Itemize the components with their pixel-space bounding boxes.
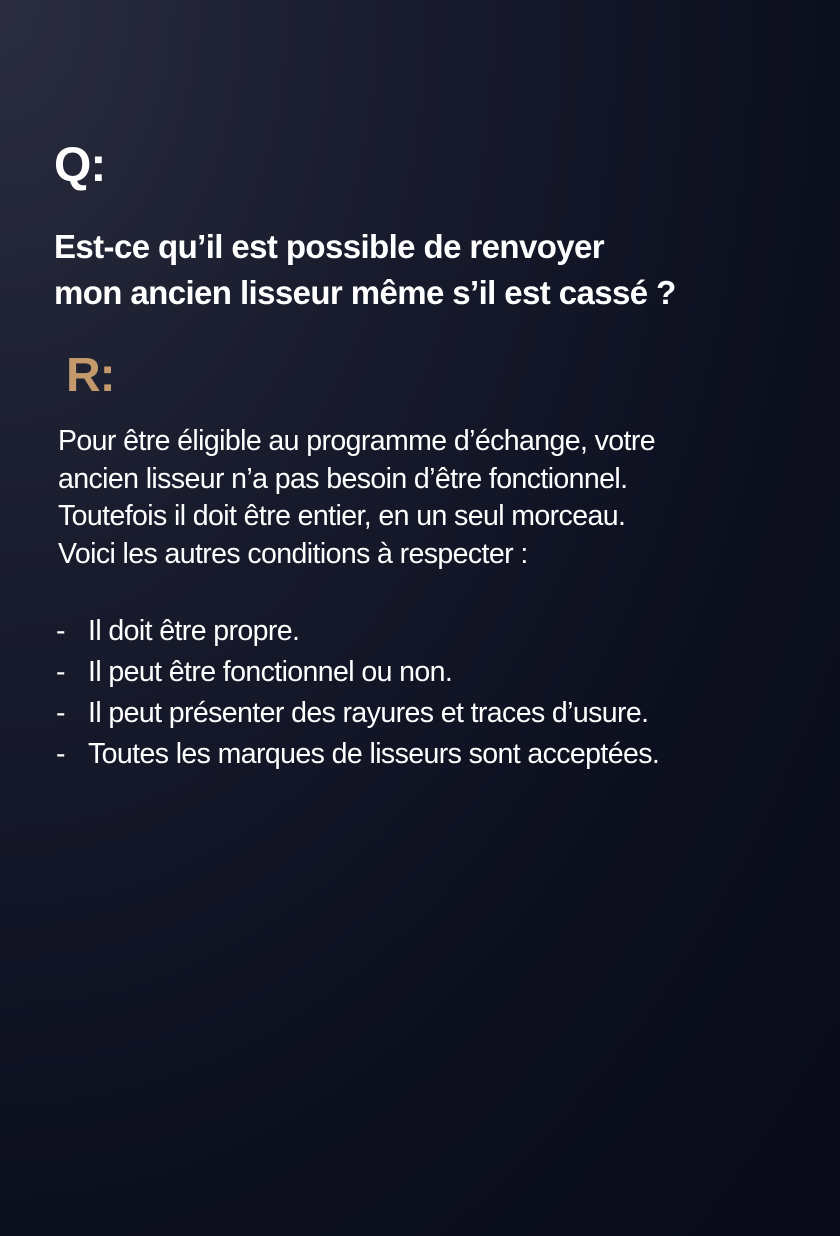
list-item	[56, 652, 836, 693]
bullet-dash: -	[56, 738, 65, 770]
question-line: Est-ce qu’il est possible de renvoyer	[54, 228, 604, 265]
conditions-list	[56, 611, 836, 775]
answer-line: ancien lisseur n’a pas besoin d’être fonctionnel.	[58, 462, 628, 495]
answer-line: Pour être éligible au programme d’échange, votre	[58, 425, 655, 457]
list-item-text: Toutes les marques de lisseurs sont acceptées.	[88, 738, 660, 770]
answer-line: Toutefois il doit être entier, en un seul morceau.	[58, 500, 626, 532]
list-item-text: Il peut présenter des rayures et traces d’usure.	[88, 697, 649, 729]
list-item	[56, 693, 836, 734]
question-marker: Q:	[54, 139, 106, 192]
question-text	[54, 224, 824, 316]
answer-text	[58, 423, 828, 573]
answer-line: Voici les autres conditions à respecter :	[58, 537, 528, 570]
question-line: mon ancien lisseur même s’il est cassé ?	[54, 274, 676, 311]
list-item	[56, 611, 836, 652]
answer-marker: R:	[66, 349, 115, 402]
bullet-dash: -	[56, 656, 65, 688]
list-item-text: Il doit être propre.	[88, 615, 300, 647]
list-item-text: Il peut être fonctionnel ou non.	[88, 656, 453, 688]
bullet-dash: -	[56, 615, 65, 647]
bullet-dash: -	[56, 697, 65, 729]
list-item	[56, 734, 836, 775]
